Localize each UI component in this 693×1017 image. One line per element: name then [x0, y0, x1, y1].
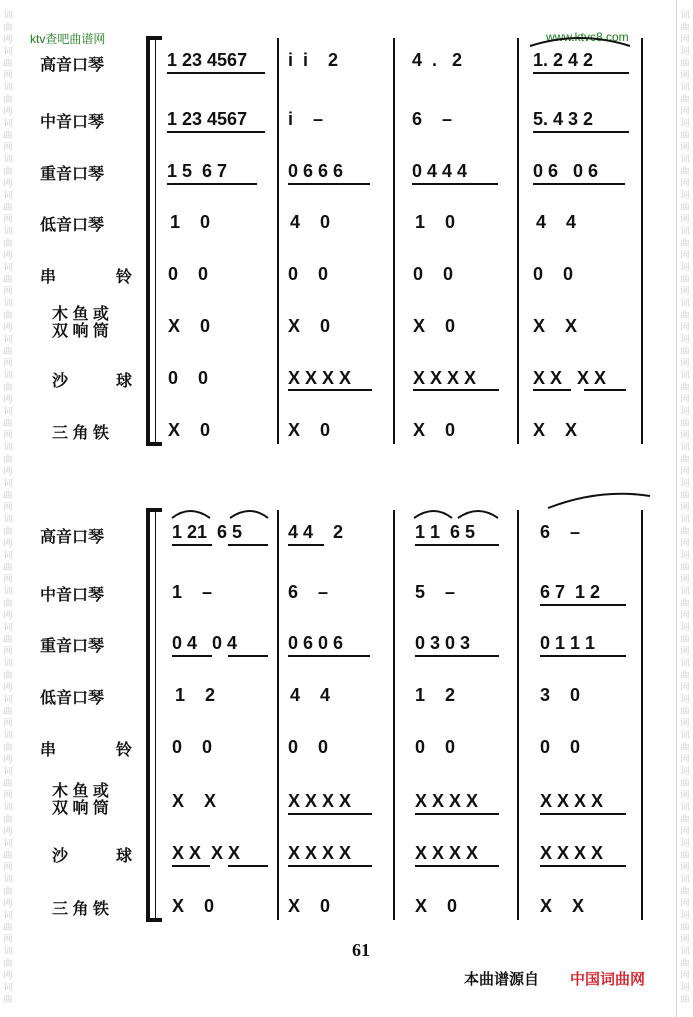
side-watermark-char: 网 [680, 898, 690, 908]
side-watermark-char: 曲 [3, 706, 13, 716]
side-watermark-char: 网 [680, 250, 690, 260]
slur [230, 511, 268, 518]
side-watermark-char: 网 [3, 394, 13, 404]
side-watermark-char: 曲 [680, 382, 690, 392]
page-number: 61 [352, 940, 370, 960]
side-watermark-char: 网 [3, 178, 13, 188]
side-watermark-char: 网 [680, 70, 690, 80]
measure-woodblock-3: X X X X [415, 791, 479, 811]
side-watermark-char: 曲 [3, 418, 13, 428]
label-woodblock-line1: 木 鱼 或 [52, 783, 109, 800]
measure-high-1: 1 23 4567 [167, 50, 248, 70]
side-watermark-char: 网 [680, 610, 690, 620]
side-watermark-char: 网 [3, 430, 13, 440]
label-woodblock-line2: 双 响 筒 [52, 323, 109, 340]
measure-bell-2: 0 0 [288, 737, 329, 757]
measure-bell-4: 0 0 [533, 264, 574, 284]
side-watermark-char: 曲 [3, 310, 13, 320]
side-watermark-char: 曲 [680, 742, 690, 752]
side-watermark-char: 词 [680, 334, 690, 344]
measure-maracas-2: X X X X [288, 368, 352, 388]
measure-chord-2: 0 6 0 6 [288, 633, 344, 653]
side-watermark-char: 曲 [680, 562, 690, 572]
side-watermark-char: 词 [680, 442, 690, 452]
side-watermark-char: 曲 [3, 670, 13, 680]
label-bell-char1: 串 [40, 269, 57, 286]
side-watermark-char: 曲 [680, 922, 690, 932]
side-watermark-char: 词 [3, 46, 13, 56]
side-watermark-char: 词 [680, 622, 690, 632]
slur [414, 511, 452, 518]
side-watermark-char: 词 [3, 550, 13, 560]
measure-bell-3: 0 0 [415, 737, 456, 757]
side-watermark-char: 词 [3, 586, 13, 596]
side-watermark-char: 曲 [3, 58, 13, 68]
measure-maracas-3: X X X X [413, 368, 477, 388]
side-watermark-char: 词 [3, 658, 13, 668]
measure-bass-4: 4 4 [536, 212, 577, 232]
side-watermark-char: 词 [680, 586, 690, 596]
side-watermark-char: 曲 [680, 130, 690, 140]
side-watermark-char: 曲 [680, 994, 690, 1004]
label-bell-char2: 铃 [116, 742, 133, 759]
side-watermark-char: 词 [680, 946, 690, 956]
side-watermark-char: 词 [680, 190, 690, 200]
side-watermark-char: 词 [680, 838, 690, 848]
measure-woodblock-4: X X [533, 316, 578, 336]
side-watermark-char: 曲 [3, 922, 13, 932]
side-watermark-char: 曲 [680, 202, 690, 212]
side-watermark-char: 曲 [680, 238, 690, 248]
side-watermark-char: 曲 [3, 634, 13, 644]
side-watermark-char: 曲 [3, 202, 13, 212]
side-watermark-char: 词 [3, 10, 13, 20]
side-watermark-char: 词 [680, 694, 690, 704]
measure-chord-1: 0 4 0 4 [172, 633, 238, 653]
measure-bell-1: 0 0 [168, 264, 209, 284]
side-watermark-char: 曲 [3, 886, 13, 896]
measure-woodblock-4: X X X X [540, 791, 604, 811]
label-triangle: 三 角 铁 [52, 901, 109, 918]
measure-high-4: 6 – [540, 522, 581, 542]
side-watermark-char: 词 [3, 82, 13, 92]
side-watermark-char: 网 [3, 286, 13, 296]
side-watermark-char: 网 [3, 610, 13, 620]
measure-high-4: 1. 2 4 2 [533, 50, 594, 70]
side-watermark-char: 曲 [680, 850, 690, 860]
measure-triangle-1: X 0 [172, 896, 215, 916]
side-watermark-char: 曲 [3, 94, 13, 104]
label-mid-harmonica: 中音口琴 [40, 114, 105, 131]
side-watermark-char: 网 [680, 142, 690, 152]
side-watermark-char: 词 [3, 946, 13, 956]
side-watermark-char: 词 [680, 298, 690, 308]
side-watermark-char: 词 [680, 802, 690, 812]
label-bass-harmonica: 低音口琴 [40, 690, 105, 707]
label-maracas-char1: 沙 [52, 848, 69, 865]
side-watermark-char: 曲 [3, 850, 13, 860]
side-watermark-char: 词 [3, 334, 13, 344]
side-watermark-char: 词 [680, 370, 690, 380]
side-watermark-char: 曲 [680, 490, 690, 500]
label-bell-char2: 铃 [116, 269, 133, 286]
side-watermark-char: 曲 [680, 274, 690, 284]
measure-bell-3: 0 0 [413, 264, 454, 284]
measure-high-2: i i 2 [288, 50, 339, 70]
side-watermark-char: 网 [3, 754, 13, 764]
side-watermark-char: 曲 [3, 274, 13, 284]
side-watermark-char: 词 [680, 730, 690, 740]
side-watermark-char: 词 [680, 82, 690, 92]
side-watermark-char: 网 [680, 430, 690, 440]
label-chord-harmonica: 重音口琴 [40, 166, 105, 183]
side-watermark-char: 网 [3, 538, 13, 548]
side-watermark-char: 曲 [3, 238, 13, 248]
measure-mid-1: 1 23 4567 [167, 109, 248, 129]
measure-triangle-2: X 0 [288, 420, 331, 440]
side-watermark-char: 词 [3, 478, 13, 488]
measure-mid-4: 5. 4 3 2 [533, 109, 594, 129]
side-watermark-char: 曲 [680, 22, 690, 32]
side-watermark-char: 词 [680, 874, 690, 884]
side-watermark-char: 曲 [3, 346, 13, 356]
measure-high-3: 4 . 2 [412, 50, 463, 70]
side-watermark-char: 网 [3, 358, 13, 368]
measure-chord-1: 1 5 6 7 [167, 161, 228, 181]
measure-maracas-1: 0 0 [168, 368, 209, 388]
measure-bass-1: 1 2 [175, 685, 216, 705]
side-watermark-char: 词 [3, 370, 13, 380]
measure-triangle-3: X 0 [415, 896, 458, 916]
slur [458, 511, 498, 518]
side-watermark-char: 网 [3, 322, 13, 332]
measure-mid-2: 6 – [288, 582, 329, 602]
side-watermark-char: 网 [680, 394, 690, 404]
side-watermark-char: 词 [680, 478, 690, 488]
side-watermark-char: 网 [3, 214, 13, 224]
side-watermark-char: 词 [680, 982, 690, 992]
side-watermark-char: 网 [3, 682, 13, 692]
measure-maracas-2: X X X X [288, 843, 352, 863]
label-high-harmonica: 高音口琴 [40, 57, 105, 74]
measure-bell-2: 0 0 [288, 264, 329, 284]
label-maracas-char2: 球 [116, 848, 133, 865]
measure-bass-1: 1 0 [170, 212, 211, 232]
side-watermark-char: 网 [3, 718, 13, 728]
side-watermark-char: 曲 [3, 958, 13, 968]
side-watermark-char: 曲 [680, 346, 690, 356]
measure-mid-4: 6 7 1 2 [540, 582, 601, 602]
side-watermark-char: 网 [680, 502, 690, 512]
side-watermark-char: 词 [3, 226, 13, 236]
side-watermark-char: 曲 [680, 634, 690, 644]
measure-woodblock-1: X X [172, 791, 217, 811]
side-watermark-char: 网 [680, 106, 690, 116]
side-watermark-char: 曲 [3, 130, 13, 140]
side-watermark-char: 曲 [680, 670, 690, 680]
side-watermark-char: 网 [680, 682, 690, 692]
side-watermark-char: 网 [680, 178, 690, 188]
measure-bell-4: 0 0 [540, 737, 581, 757]
side-watermark-char: 网 [3, 646, 13, 656]
side-watermark-char: 曲 [3, 778, 13, 788]
measure-chord-4: 0 1 1 1 [540, 633, 596, 653]
side-watermark-char: 词 [3, 910, 13, 920]
measure-chord-3: 0 3 0 3 [415, 633, 471, 653]
side-watermark-char: 网 [680, 970, 690, 980]
measure-high-1: 1 21 6 5 [172, 522, 243, 542]
side-watermark-char: 曲 [680, 310, 690, 320]
side-watermark-char: 网 [3, 574, 13, 584]
side-watermark-char: 曲 [3, 454, 13, 464]
side-watermark-char: 词 [680, 46, 690, 56]
side-watermark-char: 词 [680, 514, 690, 524]
side-watermark-char: 词 [680, 550, 690, 560]
side-watermark-char: 曲 [3, 742, 13, 752]
measure-bell-1: 0 0 [172, 737, 213, 757]
side-watermark-char: 曲 [3, 562, 13, 572]
side-watermark-char: 曲 [680, 418, 690, 428]
side-watermark-char: 曲 [3, 994, 13, 1004]
side-watermark-char: 网 [3, 502, 13, 512]
side-watermark-char: 网 [680, 574, 690, 584]
side-watermark-char: 曲 [680, 58, 690, 68]
side-watermark-char: 词 [680, 118, 690, 128]
measure-bass-3: 1 2 [415, 685, 456, 705]
side-watermark-char: 曲 [680, 454, 690, 464]
measure-maracas-4: X X X X [533, 368, 607, 388]
side-watermark-char: 词 [3, 154, 13, 164]
measure-high-3: 1 1 6 5 [415, 522, 476, 542]
side-watermark-char: 网 [680, 466, 690, 476]
label-woodblock-line1: 木 鱼 或 [52, 306, 109, 323]
measure-triangle-3: X 0 [413, 420, 456, 440]
label-bell-char1: 串 [40, 742, 57, 759]
side-watermark-char: 词 [3, 190, 13, 200]
side-watermark-char: 词 [3, 874, 13, 884]
side-watermark-char: 网 [3, 898, 13, 908]
side-watermark-char: 词 [3, 766, 13, 776]
measure-maracas-1: X X X X [172, 843, 241, 863]
side-watermark-char: 网 [3, 466, 13, 476]
side-watermark-char: 词 [3, 262, 13, 272]
side-watermark-char: 网 [680, 718, 690, 728]
side-watermark-char: 曲 [680, 598, 690, 608]
side-watermark-char: 网 [3, 106, 13, 116]
side-watermark-char: 曲 [680, 814, 690, 824]
side-watermark-char: 网 [680, 286, 690, 296]
measure-maracas-4: X X X X [540, 843, 604, 863]
side-watermark-char: 网 [3, 250, 13, 260]
side-watermark-char: 词 [680, 262, 690, 272]
measure-maracas-3: X X X X [415, 843, 479, 863]
label-maracas-char2: 球 [116, 373, 133, 390]
side-watermark-char: 词 [680, 766, 690, 776]
label-high-harmonica: 高音口琴 [40, 529, 105, 546]
side-watermark-char: 词 [3, 118, 13, 128]
side-watermark-char: 曲 [680, 94, 690, 104]
measure-woodblock-3: X 0 [413, 316, 456, 336]
measure-triangle-4: X X [533, 420, 578, 440]
side-watermark-char: 词 [680, 910, 690, 920]
label-chord-harmonica: 重音口琴 [40, 638, 105, 655]
side-watermark-char: 词 [680, 226, 690, 236]
side-watermark-char: 词 [3, 838, 13, 848]
measure-bass-2: 4 0 [290, 212, 331, 232]
side-watermark-char: 词 [680, 406, 690, 416]
side-watermark-char: 曲 [3, 382, 13, 392]
side-watermark-char: 网 [680, 358, 690, 368]
side-watermark-char: 曲 [680, 706, 690, 716]
measure-bass-3: 1 0 [415, 212, 456, 232]
measure-mid-1: 1 – [172, 582, 213, 602]
measure-woodblock-1: X 0 [168, 316, 211, 336]
source-site: 中国词曲网 [570, 971, 646, 988]
measure-mid-3: 5 – [415, 582, 456, 602]
side-watermark-char: 网 [3, 934, 13, 944]
side-watermark-char: 网 [680, 862, 690, 872]
side-watermark-char: 词 [680, 658, 690, 668]
side-watermark-char: 词 [3, 730, 13, 740]
label-mid-harmonica: 中音口琴 [40, 587, 105, 604]
measure-mid-3: 6 – [412, 109, 453, 129]
side-watermark-char: 词 [680, 10, 690, 20]
side-watermark-char: 曲 [680, 526, 690, 536]
side-watermark-char: 曲 [680, 886, 690, 896]
side-watermark-char: 词 [3, 406, 13, 416]
side-watermark-char: 网 [680, 826, 690, 836]
side-watermark-char: 曲 [3, 526, 13, 536]
side-watermark-char: 网 [680, 934, 690, 944]
source-label: 本曲谱源自 [464, 971, 540, 988]
side-watermark-char: 曲 [680, 958, 690, 968]
side-watermark-char: 网 [3, 826, 13, 836]
watermark-top-left: ktv查吧曲谱网 [30, 32, 106, 46]
side-watermark-char: 词 [3, 298, 13, 308]
side-watermark-char: 曲 [3, 490, 13, 500]
measure-chord-3: 0 4 4 4 [412, 161, 468, 181]
side-watermark-char: 曲 [3, 814, 13, 824]
label-woodblock-line2: 双 响 筒 [52, 800, 109, 817]
side-watermark-char: 网 [3, 790, 13, 800]
measure-chord-2: 0 6 6 6 [288, 161, 344, 181]
measure-bass-2: 4 4 [290, 685, 331, 705]
side-watermark-char: 网 [3, 142, 13, 152]
side-watermark-char: 曲 [3, 166, 13, 176]
side-watermark-char: 词 [3, 442, 13, 452]
side-watermark-char: 曲 [3, 598, 13, 608]
side-watermark-char: 词 [3, 622, 13, 632]
watermark-top-right: www.ktvc8.com [546, 30, 629, 44]
measure-high-2: 4 4 2 [288, 522, 344, 542]
measure-triangle-4: X X [540, 896, 585, 916]
side-watermark-char: 网 [680, 790, 690, 800]
measure-woodblock-2: X 0 [288, 316, 331, 336]
side-watermark-char: 曲 [680, 778, 690, 788]
measure-mid-2: i – [288, 109, 324, 129]
side-watermark-char: 词 [3, 982, 13, 992]
side-watermark-char: 词 [3, 694, 13, 704]
label-bass-harmonica: 低音口琴 [40, 217, 105, 234]
side-watermark-char: 网 [680, 214, 690, 224]
side-watermark-char: 网 [680, 754, 690, 764]
side-watermark-char: 网 [680, 322, 690, 332]
slur [172, 511, 210, 518]
tie [548, 494, 650, 508]
side-watermark-char: 词 [3, 514, 13, 524]
label-triangle: 三 角 铁 [52, 425, 109, 442]
measure-triangle-1: X 0 [168, 420, 211, 440]
measure-bass-4: 3 0 [540, 685, 581, 705]
side-watermark-char: 词 [3, 802, 13, 812]
side-watermark-char: 网 [680, 34, 690, 44]
side-watermark-char: 曲 [3, 22, 13, 32]
measure-woodblock-2: X X X X [288, 791, 352, 811]
side-watermark-char: 网 [680, 646, 690, 656]
side-watermark-char: 曲 [680, 166, 690, 176]
label-maracas-char1: 沙 [52, 373, 69, 390]
side-watermark-char: 网 [3, 970, 13, 980]
measure-chord-4: 0 6 0 6 [533, 161, 599, 181]
side-watermark-char: 词 [680, 154, 690, 164]
side-watermark-char: 网 [680, 538, 690, 548]
measure-triangle-2: X 0 [288, 896, 331, 916]
side-watermark-char: 网 [3, 862, 13, 872]
side-watermark-char: 网 [3, 70, 13, 80]
side-watermark-char: 网 [3, 34, 13, 44]
